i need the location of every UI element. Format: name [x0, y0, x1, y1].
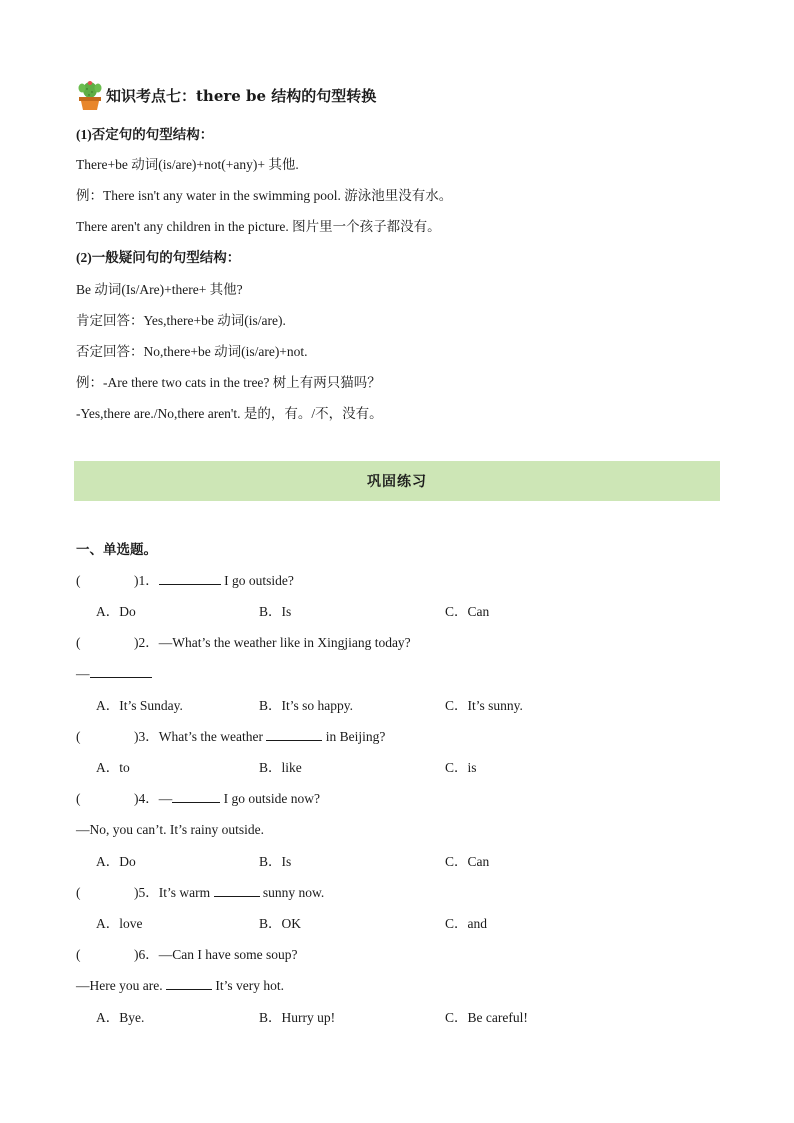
question-number: )5．: [134, 885, 159, 900]
cactus-pot-icon: [76, 79, 104, 111]
question-text-before: —: [158, 791, 173, 806]
answer-paren-open: (: [76, 947, 81, 962]
q3-option-b[interactable]: B．like: [259, 760, 302, 775]
question-text-before: It’s warm: [158, 885, 214, 900]
question-4: [76, 790, 320, 808]
answer-paren-open: (: [76, 885, 81, 900]
question-example-2: -Yes,there are./No,there aren't. 是的，有。/不，没有。: [76, 406, 383, 421]
negative-formula: There+be 动词(is/are)+not(+any)+ 其他.: [76, 157, 299, 172]
question-text-after: I go outside now?: [220, 791, 320, 806]
q5-option-c[interactable]: C．and: [445, 916, 487, 931]
question-text-after: sunny now.: [259, 885, 325, 900]
question-6-reply: [76, 977, 284, 995]
question-2-answer-line: [76, 665, 152, 683]
question-3: [76, 728, 385, 746]
question-text: I go outside?: [220, 573, 294, 588]
answer-blank[interactable]: [90, 665, 152, 678]
q4-option-c[interactable]: C．Can: [445, 854, 490, 869]
question-text: —Can I have some soup?: [158, 947, 298, 962]
q1-option-b[interactable]: B．Is: [259, 604, 292, 619]
question-4-reply: —No, you can’t. It’s rainy outside.: [76, 822, 264, 837]
section-heading: [76, 78, 376, 112]
answer-blank[interactable]: [159, 572, 221, 585]
answer-paren-open: (: [76, 791, 81, 806]
practice-band: [74, 461, 720, 501]
question-text-after: in Beijing?: [322, 729, 386, 744]
q1-option-a[interactable]: A．Do: [96, 604, 136, 619]
question-6: [76, 946, 297, 964]
q2-option-c[interactable]: C．It’s sunny.: [445, 698, 523, 713]
negative-example-1: 例：There isn't any water in the swimming pool. 游泳池里没有水。: [76, 188, 453, 203]
q6-option-c[interactable]: C．Be careful!: [445, 1010, 528, 1025]
question-number: )6．: [134, 947, 159, 962]
q4-option-a[interactable]: A．Do: [96, 854, 136, 869]
q3-option-a[interactable]: A．to: [96, 760, 130, 775]
q6-option-b[interactable]: B．Hurry up!: [259, 1010, 336, 1025]
question-number: )1．: [134, 573, 159, 588]
answer-blank[interactable]: [172, 790, 220, 803]
q5-option-a[interactable]: A．love: [96, 916, 143, 931]
practice-title: 巩固练习: [367, 474, 427, 490]
question-text-before: What’s the weather: [158, 729, 267, 744]
question-heading: (2)一般疑问句的句型结构：: [76, 250, 241, 265]
q3-option-c[interactable]: C．is: [445, 760, 477, 775]
part1-heading: 一、单选题。: [76, 542, 157, 557]
question-5: [76, 884, 324, 902]
q5-option-b[interactable]: B．OK: [259, 916, 302, 931]
reply-text-after: It’s very hot.: [211, 978, 284, 993]
q4-option-b[interactable]: B．Is: [259, 854, 292, 869]
negative-example-2: There aren't any children in the picture. 图片里一个孩子都没有。: [76, 219, 441, 234]
question-text: —What’s the weather like in Xingjiang today?: [158, 635, 411, 650]
question-1: [76, 572, 294, 590]
question-number: )3．: [134, 729, 159, 744]
answer-blank[interactable]: [166, 977, 212, 990]
q1-option-c[interactable]: C．Can: [445, 604, 490, 619]
question-number: )2．: [134, 635, 159, 650]
question-2: [76, 634, 411, 652]
answer-paren-open: (: [76, 729, 81, 744]
answer-paren-open: (: [76, 573, 81, 588]
section-title: 知识考点七：there be 结构的句型转换: [106, 86, 377, 105]
question-number: )4．: [134, 791, 159, 806]
positive-answer: 肯定回答：Yes,there+be 动词(is/are).: [76, 313, 286, 328]
q2-option-b[interactable]: B．It’s so happy.: [259, 698, 353, 713]
q2-option-a[interactable]: A．It’s Sunday.: [96, 698, 183, 713]
answer-prefix: —: [76, 666, 90, 681]
answer-blank[interactable]: [214, 884, 260, 897]
question-example-1: 例：-Are there two cats in the tree? 树上有两只猫吗？: [76, 375, 381, 390]
q6-option-a[interactable]: A．Bye.: [96, 1010, 145, 1025]
question-formula: Be 动词(Is/Are)+there+ 其他?: [76, 282, 243, 297]
negative-answer: 否定回答：No,there+be 动词(is/are)+not.: [76, 344, 308, 359]
reply-text-before: —Here you are.: [76, 978, 166, 993]
negative-heading: (1)否定句的句型结构：: [76, 127, 214, 142]
answer-paren-open: (: [76, 635, 81, 650]
answer-blank[interactable]: [266, 728, 322, 741]
